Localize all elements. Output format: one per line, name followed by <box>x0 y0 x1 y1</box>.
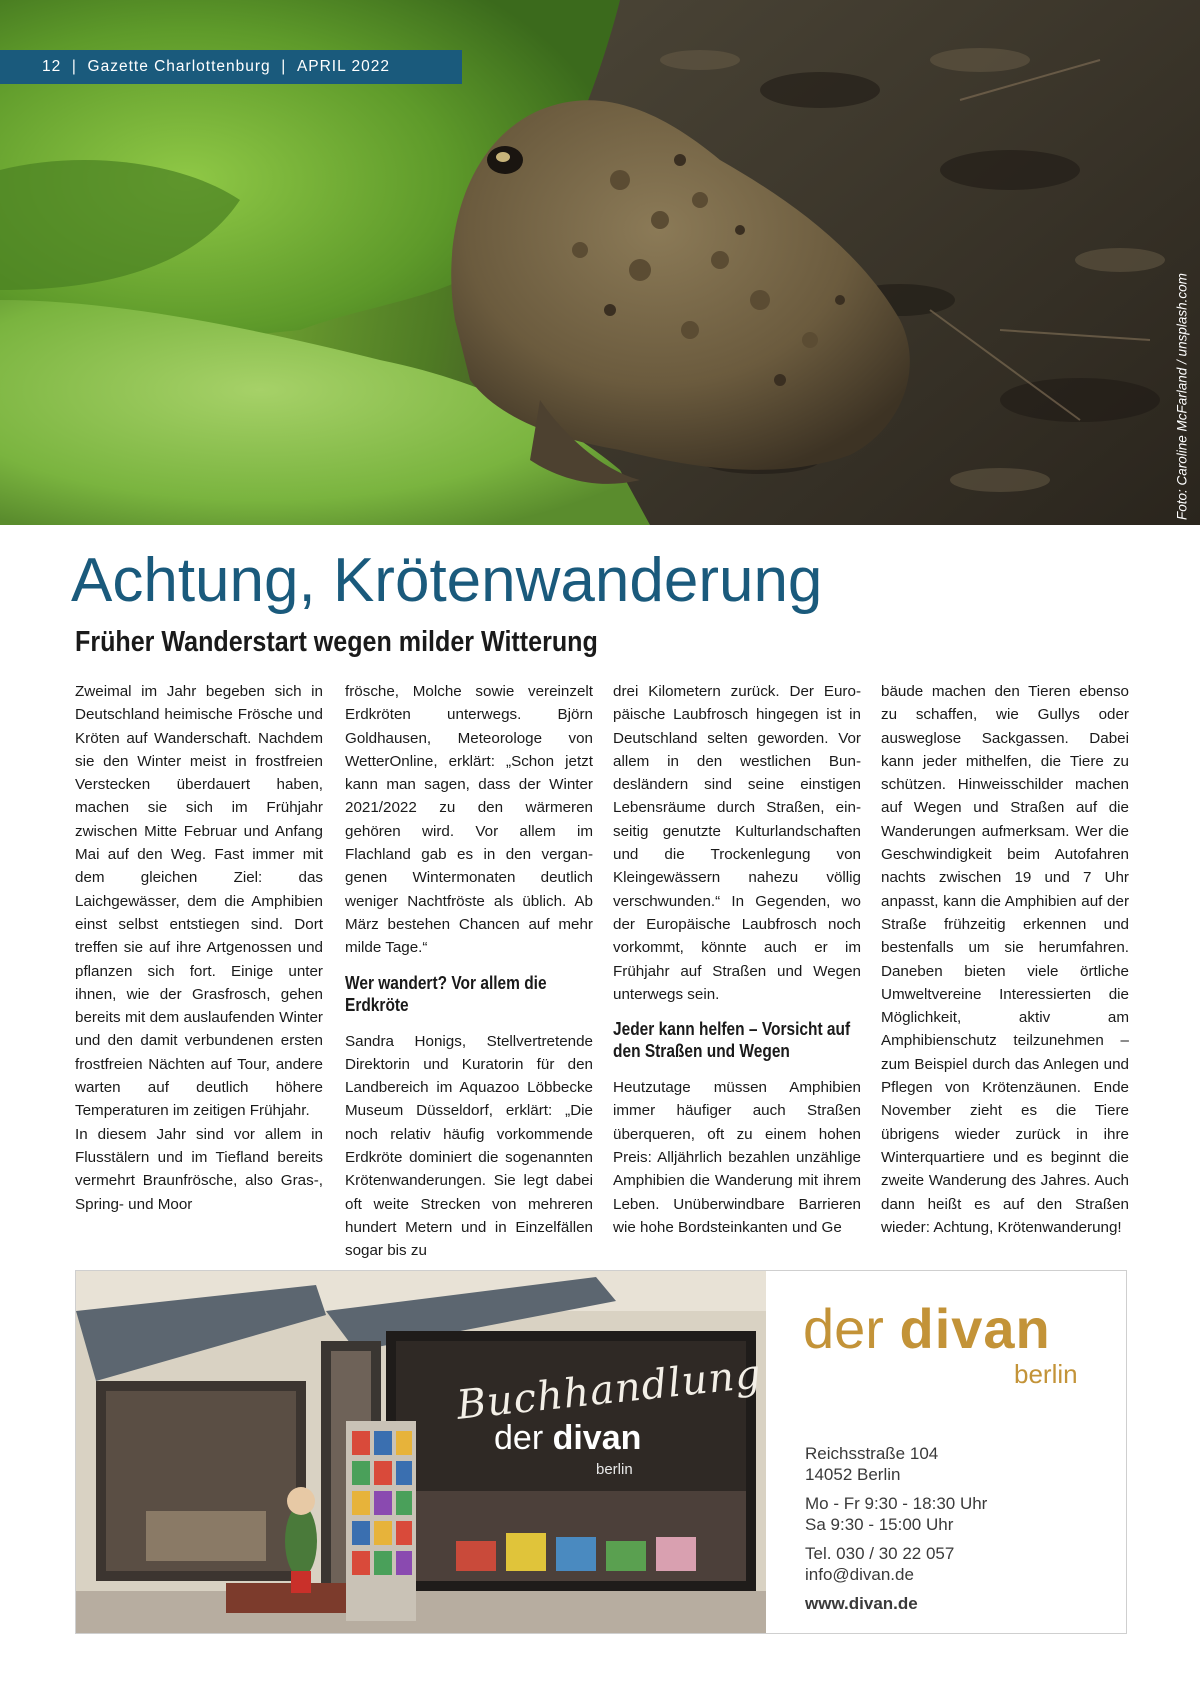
page-header <box>0 50 462 84</box>
hero-photo <box>0 0 1200 525</box>
paragraph: In diesem Jahr sind vor allem in Flusstälern und im Tiefland bereits vermehrt Braunfrösche, also Gras-, Spring- und Moor <box>75 1125 323 1213</box>
shop-photo <box>76 1271 766 1634</box>
section-heading: Jeder kann helfen – Vorsicht auf den Straßen und Wegen <box>613 1019 851 1062</box>
contact-block <box>805 1543 1105 1585</box>
page-number: 12 <box>42 58 62 75</box>
hours-saturday: Sa 9:30 - 15:00 Uhr <box>805 1515 954 1534</box>
hours-weekday: Mo - Fr 9:30 - 18:30 Uhr <box>805 1494 988 1513</box>
paragraph: Zweimal im Jahr begeben sich in Deutschland heimische Frösche und Kröten auf Wanderschaft. Nachdem sie den Winter meist in frostfreien Verstecken überdauert haben, machen sie sich im Frühjahr zwischen Mitte Februar und Anfang Mai auf den Weg. Fast immer mit dem gleichen Ziel: das Laichgewässer, dem die Amphibien einst selbst entstiegen sind. Dort treffen sie auf ihre Artgenossen und pflanzen sich fort. Einige unter ihnen, wie der Grasfrosch, gehen bereits mit dem auslaufenden Winter und den damit verbundenen ersten frostfreien Nächten auf Tour, andere warten auf deutlich höhere Temperaturen im zeitigen Frühjahr. <box>75 683 323 1120</box>
paragraph: bäude machen den Tieren ebenso zu schaffen, wie Gullys oder ausweglose Sackgassen. Dabei kann jeder mithelfen, die Tiere zu schützen. Hinweisschilder machen auf Wegen und Straßen auf die Wanderungen aufmerksam. Wer die Geschwindigkeit beim Autofahren nachts zwischen 19 und 7 Uhr anpasst, kann die Amphibien auf der Straße frühzeitig erkennen und bestenfalls um sie herumfahren. Daneben bieten viele örtliche Umweltvereine Interessierten die Möglichkeit, aktiv am Amphibienschutz teilzunehmen – zum Beispiel durch das Anlegen und Pflegen von Krötenzäunen. Ende November zieht es die Tiere übrigens wieder zurück in ihre Winterquartiere und es beginnt die zweite Wanderung des Jahres. Auch dann heißt es auf den Straßen wieder: Achtung, Krötenwanderung! <box>881 683 1129 1236</box>
shop-sign-divan: divan <box>552 1419 642 1457</box>
shop-sign-berlin: berlin <box>596 1461 633 1478</box>
issue-date: APRIL 2022 <box>296 58 390 75</box>
article-subtitle: Früher Wanderstart wegen milder Witterung <box>75 626 598 658</box>
city-address: 14052 Berlin <box>805 1465 901 1484</box>
ad-contact-info <box>805 1443 1105 1614</box>
logo-berlin: berlin <box>1014 1359 1078 1389</box>
paragraph: drei Kilometern zurück. Der Europäische Laubfrosch hingegen ist in Deutschland selten geworden. Vor allem in den westlichen Bundesländern sind seine einstigen Lebensräume durch Straßen, einseitig genutzte Kulturlandschaften und die Trockenlegung von Kleingewässern nahezu völlig verschwunden.“ In Gegenden, wo der Europäische Laubfrosch noch vorkommt, könnte auch er im Frühjahr auf Straßen und Wegen unterwegs sein. <box>613 683 861 1003</box>
paragraph: frösche, Molche sowie vereinzelt Erdkröten unterwegs. Björn Goldhausen, Meteorologe von WetterOnline, erklärt: „Schon jetzt kann man sagen, dass der Winter 2021/2022 zu den wärmeren gehören wird. Vor allem im Flachland gab es in den vergangenen Wintermonaten deutlich weniger Nachtfröste als üblich. Ab März bestehen Chancen auf mehr milde Tage.“ <box>345 683 593 957</box>
paragraph: Heutzutage müssen Amphibien immer häufiger auch Straßen überqueren, oft zu einem hohen Preis: Alljährlich bezahlen unzählige Amphibien die Wanderung mit ihrem Leben. Unüberwindbare Barrieren wie hohe Bordsteinkanten und Ge <box>613 1079 861 1236</box>
shop-sign-der: der <box>494 1419 544 1457</box>
divan-logo <box>803 1299 1051 1359</box>
website-link[interactable]: www.divan.de <box>805 1594 918 1613</box>
opening-hours <box>805 1493 1105 1535</box>
article-column-1 <box>75 680 323 1216</box>
street-address: Reichsstraße 104 <box>805 1444 939 1463</box>
logo-divan: divan <box>899 1297 1051 1360</box>
shop-sign-logo <box>494 1419 641 1458</box>
header-separator: | <box>71 58 77 75</box>
publication-name: Gazette Charlottenburg <box>87 58 271 75</box>
paragraph: Sandra Honigs, Stellvertretende Direktorin und Kuratorin für den Landbereich im Aquazoo Löbbecke Museum Düsseldorf, erklärt: „Die noch relativ häufig vorkommende Erdkröte dominiert die sogenannten Krötenwanderungen. Sie legt dabei oft weite Strecken von mehreren hundert Metern und in Einzelfällen sogar bis zu <box>345 1032 593 1260</box>
article-column-3 <box>613 680 861 1239</box>
email-link[interactable]: info@divan.de <box>805 1565 914 1584</box>
bookstore-facade-illustration <box>76 1271 766 1634</box>
phone-number: Tel. 030 / 30 22 057 <box>805 1544 955 1563</box>
address-block <box>805 1443 1105 1485</box>
photo-credit: Foto: Caroline McFarland / unsplash.com <box>1174 273 1190 520</box>
section-heading: Wer wandert? Vor allem die Erdkröte <box>345 972 547 1015</box>
article-column-4 <box>881 680 1129 1239</box>
article-column-2 <box>345 680 593 1263</box>
logo-der: der <box>803 1297 884 1360</box>
shop-sign-script: Buchhandlung <box>454 1351 764 1429</box>
header-separator: | <box>281 58 287 75</box>
article-title: Achtung, Krötenwanderung <box>71 546 823 615</box>
advertisement <box>75 1270 1127 1634</box>
